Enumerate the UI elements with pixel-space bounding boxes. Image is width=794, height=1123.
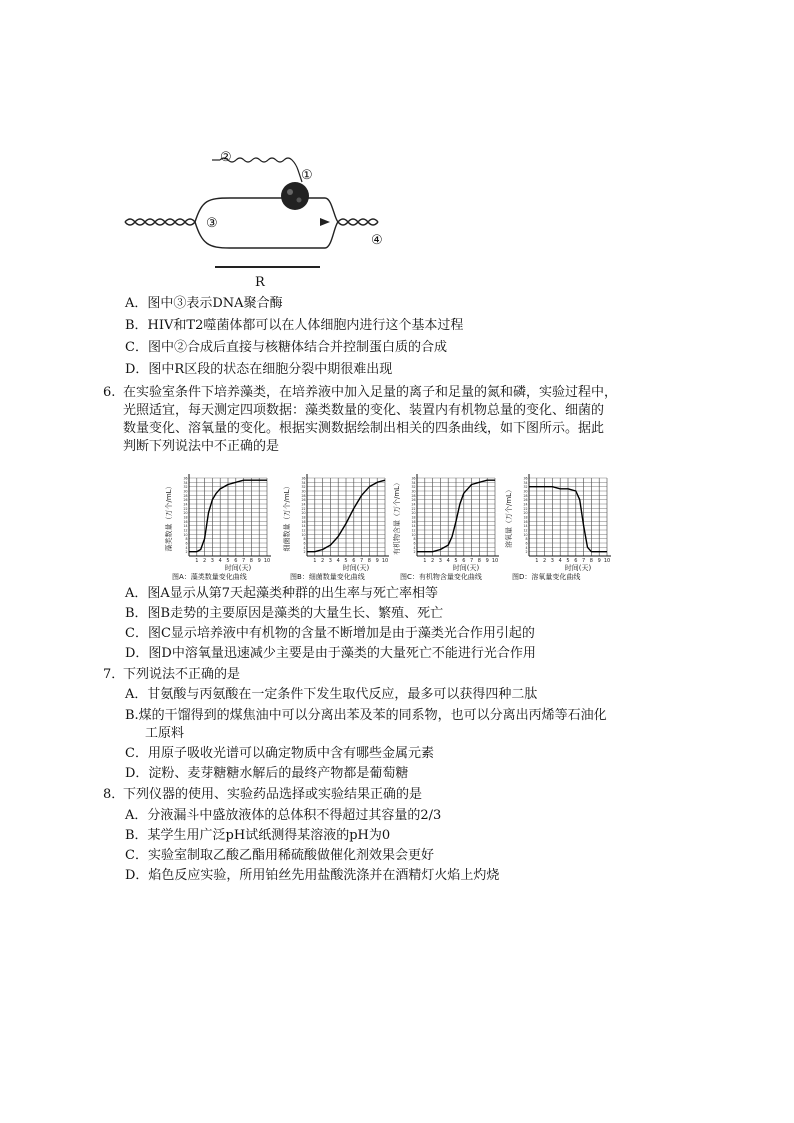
chart-d-ytick: 24 (523, 502, 528, 507)
q7-option-b-cont: 工原料 (145, 726, 185, 741)
chart-a-ytick: 6 (185, 541, 188, 546)
chart-b-ytick: 30 (301, 489, 306, 494)
chart-b-ytick: 10 (301, 532, 306, 537)
chart-d-ytick: 26 (523, 498, 528, 503)
chart-d-xtick: 1 (535, 558, 539, 564)
chart-b-xtick: 3 (328, 558, 332, 564)
label-circle-1: ① (301, 168, 313, 183)
q7-stem: 下列说法不正确的是 (123, 667, 241, 682)
q6-option-a: A．图A显示从第7天起藻类种群的出生率与死亡率相等 (125, 586, 439, 601)
chart-d-xlabel: 时间(天) (564, 564, 592, 572)
label-region-r: R (255, 275, 265, 290)
chart-a-xtick: 3 (210, 558, 214, 564)
chart-c-ytick: 30 (411, 489, 416, 494)
chart-a-ytick: 28 (183, 493, 188, 498)
chart-c-xtick: 10 (491, 558, 499, 564)
q5-option-c: C．图中②合成后直接与核糖体结合并控制蛋白质的合成 (125, 340, 447, 355)
chart-c-xtick: 7 (470, 558, 474, 564)
dna-left-strand-b (125, 219, 195, 225)
chart-c-ytick: 18 (411, 515, 416, 520)
chart-c-ytick: 34 (411, 480, 416, 485)
q8-option-c: C．实验室制取乙酸乙酯用稀硫酸做催化剂效果会更好 (125, 848, 434, 863)
chart-c-ytick: 6 (413, 541, 416, 546)
q7-option-b: B.煤的干馏得到的煤焦油中可以分离出苯及苯的同系物，也可以分离出丙烯等石油化 (125, 708, 607, 723)
chart-a-xtick: 9 (257, 558, 261, 564)
chart-a-ytick: 16 (183, 519, 188, 524)
chart-d-ytick: 16 (523, 519, 528, 524)
q6-stem-line-4: 判断下列说法中不正确的是 (123, 439, 280, 454)
chart-b-ylabel: 细菌数量（万个/mL） (283, 482, 291, 552)
chart-b-ytick: 14 (301, 524, 306, 529)
chart-d-caption: 图D：溶氧量变化曲线 (512, 573, 581, 581)
chart-d-ytick: 6 (525, 541, 528, 546)
chart-c-caption: 图C：有机物含量变化曲线 (400, 573, 482, 581)
chart-b-ytick: 12 (301, 528, 306, 533)
chart-a-ytick: 2 (185, 550, 188, 555)
q6-stem-line-3: 数量变化、溶氧量的变化。根据实测数据绘制出相关的四条曲线，如下图所示。据此 (123, 421, 605, 436)
chart-a-xtick: 6 (234, 558, 238, 564)
chart-a-ytick: 26 (183, 498, 188, 503)
chart-c-xlabel: 时间(天) (452, 564, 480, 572)
chart-b-ytick: 4 (303, 545, 306, 550)
label-circle-4: ④ (371, 233, 383, 248)
chart-b-ytick: 18 (301, 515, 306, 520)
chart-b-xtick: 7 (360, 558, 364, 564)
chart-c-ytick: 12 (411, 528, 416, 533)
direction-arrow (320, 218, 330, 226)
q8-stem: 下列仪器的使用、实验药品选择或实验结果正确的是 (123, 787, 423, 802)
chart-c-xtick: 5 (454, 558, 458, 564)
chart-a-xlabel: 时间(天) (224, 564, 252, 572)
chart-b-ytick: 24 (301, 502, 306, 507)
chart-d-xtick: 5 (566, 558, 570, 564)
chart-d-ytick: 4 (525, 545, 528, 550)
chart-a-xtick: 7 (242, 558, 246, 564)
chart-b-xtick: 4 (336, 558, 340, 564)
chart-a-xtick: 2 (203, 558, 207, 564)
chart-c-ytick: 10 (411, 532, 416, 537)
q8-option-b: B．某学生用广泛pH试纸测得某溶液的pH为0 (125, 828, 391, 843)
chart-a-ytick: 18 (183, 515, 188, 520)
chart-d-xtick: 2 (543, 558, 547, 564)
chart-c-ytick: 26 (411, 498, 416, 503)
chart-d-ytick: 32 (523, 485, 528, 490)
chart-c-ytick: 20 (411, 511, 416, 516)
chart-c-xtick: 3 (438, 558, 442, 564)
chart-b-ytick: 34 (301, 480, 306, 485)
chart-d-ytick: 10 (523, 532, 528, 537)
chart-a-ytick: 10 (183, 532, 188, 537)
q8-option-a: A．分液漏斗中盛放液体的总体积不得超过其容量的2/3 (125, 808, 442, 823)
chart-b-xtick: 2 (321, 558, 325, 564)
chart-b-ytick: 8 (303, 537, 306, 542)
chart-b-xtick: 9 (375, 558, 379, 564)
chart-d-ytick: 18 (523, 515, 528, 520)
chart-c-xtick: 2 (431, 558, 435, 564)
chart-a-ytick: 12 (183, 528, 188, 533)
chart-c-ytick: 28 (411, 493, 416, 498)
chart-a-xtick: 4 (218, 558, 222, 564)
chart-a-xtick: 8 (249, 558, 253, 564)
chart-b-ytick: 28 (301, 493, 306, 498)
chart-a-ylabel: 藻类数量（万个/mL） (165, 482, 173, 552)
chart-a-ytick: 30 (183, 489, 188, 494)
q6-option-d: D．图D中溶氧量迅速减少主要是由于藻类的大量死亡不能进行光合作用 (125, 646, 536, 661)
chart-a-xtick: 5 (226, 558, 230, 564)
chart-a-ytick: 8 (185, 537, 188, 542)
chart-c-ytick: 2 (413, 550, 416, 555)
label-circle-2: ② (220, 150, 232, 165)
chart-d-ytick: 14 (523, 524, 528, 529)
chart-d-ytick: 12 (523, 528, 528, 533)
chart-a-ytick: 36 (183, 476, 188, 481)
chart-b-ytick: 2 (303, 550, 306, 555)
chart-d-ytick: 36 (523, 476, 528, 481)
q6-number: 6. (103, 385, 116, 400)
chart-a-ytick: 22 (183, 506, 188, 511)
chart-d-ylabel: 溶氧量（万个/mL） (505, 485, 513, 549)
chart-b-ytick: 16 (301, 519, 306, 524)
chart-b-xtick: 10 (381, 558, 389, 564)
chart-c-ytick: 24 (411, 502, 416, 507)
chart-d-ytick: 28 (523, 493, 528, 498)
chart-c-xtick: 6 (462, 558, 466, 564)
chart-d-xtick: 6 (574, 558, 578, 564)
rna-chain (220, 158, 302, 182)
chart-a-caption: 图A：藻类数量变化曲线 (172, 573, 247, 581)
q6-charts (165, 460, 635, 580)
chart-b-xlabel: 时间(天) (342, 564, 370, 572)
chart-c-ytick: 32 (411, 485, 416, 490)
chart-a-xtick: 1 (195, 558, 199, 564)
chart-c-ytick: 22 (411, 506, 416, 511)
chart-c-xtick: 9 (485, 558, 489, 564)
q8-number: 8． (103, 787, 125, 802)
chart-c-xtick: 1 (423, 558, 427, 564)
q7-option-a: A．甘氨酸与丙氨酸在一定条件下发生取代反应，最多可以获得四种二肽 (125, 687, 538, 702)
q5-option-b: B．HIV和T2噬菌体都可以在人体细胞内进行这个基本过程 (125, 318, 464, 333)
q6-stem-line-1: 在实验室条件下培养藻类，在培养液中加入足量的离子和足量的氮和磷，实验过程中， (123, 385, 618, 400)
chart-d-ytick: 30 (523, 489, 528, 494)
chart-b-xtick: 6 (352, 558, 356, 564)
chart-c-ytick: 16 (411, 519, 416, 524)
chart-b-caption: 图B：细菌数量变化曲线 (290, 573, 365, 581)
chart-d-xtick: 9 (597, 558, 601, 564)
chart-c-ytick: 14 (411, 524, 416, 529)
chart-a-ytick: 32 (183, 485, 188, 490)
chart-d-xtick: 10 (603, 558, 611, 564)
q7-option-d: D．淀粉、麦芽糖糖水解后的最终产物都是葡萄糖 (125, 766, 409, 781)
chart-d-ytick: 34 (523, 480, 528, 485)
q7-option-c: C．用原子吸收光谱可以确定物质中含有哪些金属元素 (125, 746, 434, 761)
q5-option-a: A．图中③表示DNA聚合酶 (125, 296, 283, 311)
chart-c-xtick: 4 (446, 558, 450, 564)
q6-option-b: B．图B走势的主要原因是藻类的大量生长、繁殖、死亡 (125, 606, 444, 621)
label-circle-3: ③ (206, 216, 218, 231)
chart-a-ytick: 34 (183, 480, 188, 485)
chart-b-xtick: 5 (344, 558, 348, 564)
chart-a-ytick: 14 (183, 524, 188, 529)
chart-b-ytick: 32 (301, 485, 306, 490)
chart-b-ytick: 20 (301, 511, 306, 516)
q6-stem-line-2: 光照适宜，每天测定四项数据：藻类数量的变化、装置内有机物总量的变化、细菌的 (123, 403, 605, 418)
q5-option-d: D．图中R区段的状态在细胞分裂中期很难出现 (125, 362, 393, 377)
dna-figure (120, 140, 420, 290)
chart-c-xtick: 8 (477, 558, 481, 564)
chart-b-xtick: 1 (313, 558, 317, 564)
chart-c-ylabel: 有机物含量（万个/mL） (393, 478, 401, 556)
chart-c-ytick: 4 (413, 545, 416, 550)
chart-b-ytick: 26 (301, 498, 306, 503)
chart-d-xtick: 8 (589, 558, 593, 564)
q6-option-c: C．图C显示培养液中有机物的含量不断增加是由于藻类光合作用引起的 (125, 626, 535, 641)
chart-a-ytick: 20 (183, 511, 188, 516)
q7-number: 7． (103, 667, 125, 682)
chart-c-ytick: 36 (411, 476, 416, 481)
chart-d-ytick: 2 (525, 550, 528, 555)
chart-a-xtick: 10 (263, 558, 271, 564)
chart-d-ytick: 20 (523, 511, 528, 516)
chart-a-ytick: 4 (185, 545, 188, 550)
chart-c-ytick: 8 (413, 537, 416, 542)
chart-d-xtick: 7 (582, 558, 586, 564)
q8-option-d: D．焰色反应实验，所用铂丝先用盐酸洗涤并在酒精灯火焰上灼烧 (125, 868, 500, 883)
dna-right-strand-b (338, 219, 378, 225)
chart-d-ytick: 22 (523, 506, 528, 511)
chart-d-xtick: 4 (558, 558, 562, 564)
chart-d-ytick: 8 (525, 537, 528, 542)
chart-b-xtick: 8 (367, 558, 371, 564)
enzyme-ball (281, 182, 309, 210)
chart-d-xtick: 3 (550, 558, 554, 564)
chart-b-ytick: 6 (303, 541, 306, 546)
chart-b-ytick: 22 (301, 506, 306, 511)
chart-b-ytick: 36 (301, 476, 306, 481)
chart-a-ytick: 24 (183, 502, 188, 507)
